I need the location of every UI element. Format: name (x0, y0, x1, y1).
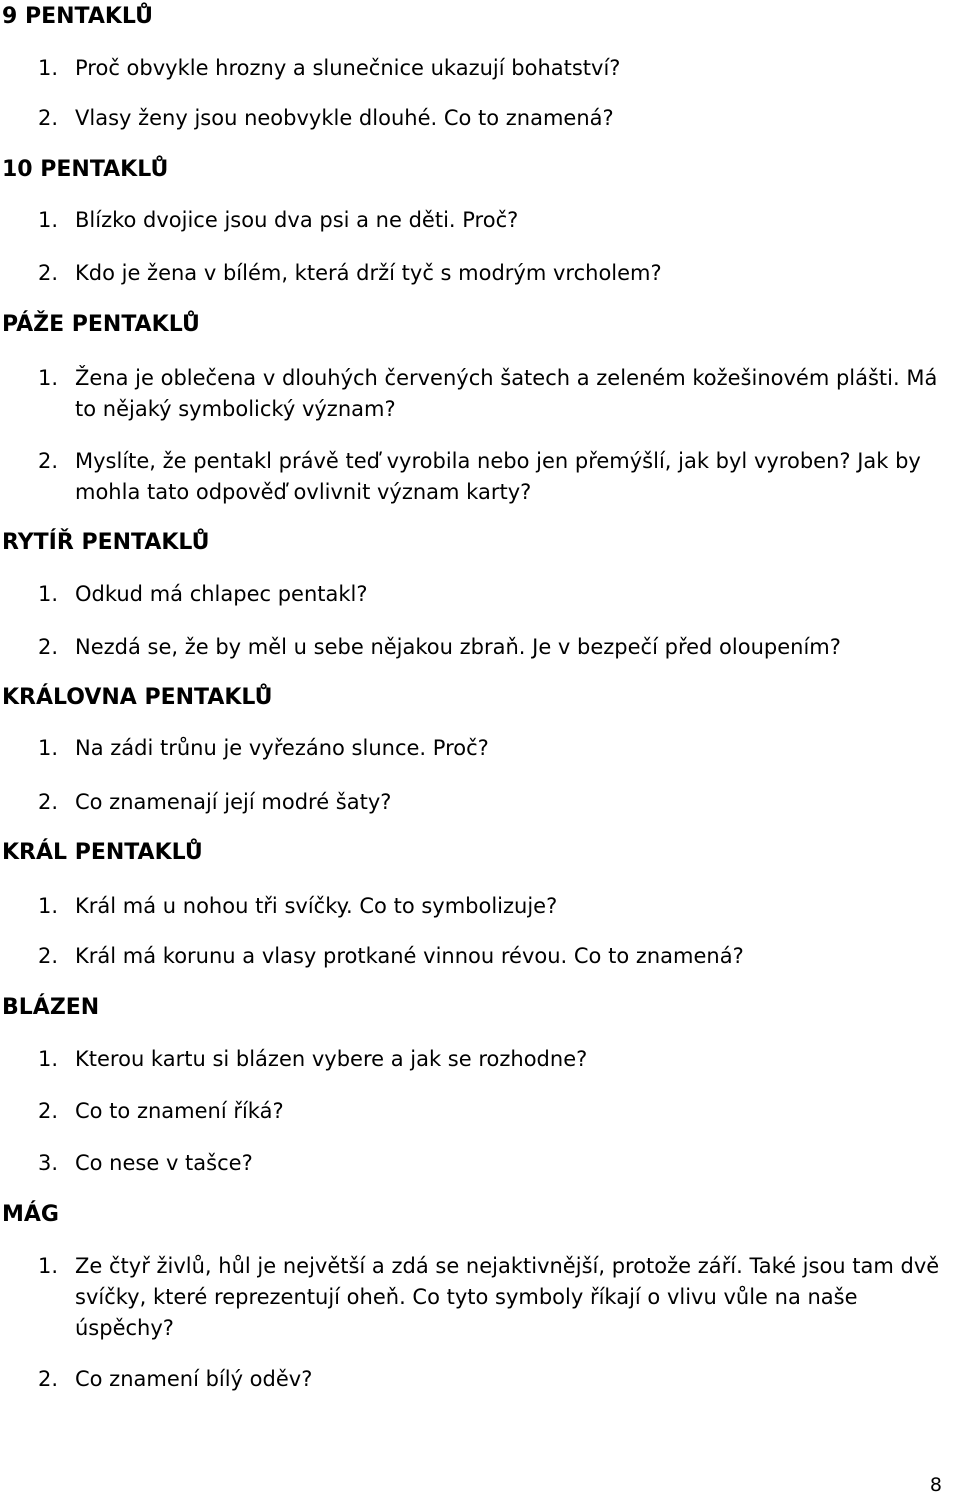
question-text: Král má u nohou tři svíčky. Co to symbolizuje? (75, 894, 558, 918)
question-number: 2. (38, 790, 59, 814)
question-item (38, 258, 953, 289)
question-text: Kterou kartu si blázen vybere a jak se rozhodne? (75, 1047, 588, 1071)
question-item (38, 103, 953, 134)
question-item (38, 446, 953, 508)
question-item (38, 579, 953, 610)
question-text: Proč obvykle hrozny a slunečnice ukazují bohatství? (75, 56, 621, 80)
question-text: Co nese v tašce? (75, 1151, 253, 1175)
question-number: 1. (38, 894, 59, 918)
question-item (38, 1096, 953, 1127)
question-number: 1. (38, 366, 59, 390)
question-number: 1. (38, 736, 59, 760)
question-number: 2. (38, 449, 59, 473)
section-heading-fool: BLÁZEN (2, 995, 100, 1020)
question-number: 1. (38, 1047, 59, 1071)
question-number: 2. (38, 1099, 59, 1123)
section-heading-9-pentacles: 9 PENTAKLŮ (2, 4, 154, 29)
question-item (38, 632, 953, 663)
question-text: Blízko dvojice jsou dva psi a ne děti. Proč? (75, 208, 519, 232)
question-number: 2. (38, 1367, 59, 1391)
question-number: 1. (38, 1254, 59, 1278)
question-text: Kdo je žena v bílém, která drží tyč s modrým vrcholem? (75, 261, 662, 285)
section-heading-magician: MÁG (2, 1202, 59, 1227)
section-heading-queen-of-pentacles: KRÁLOVNA PENTAKLŮ (2, 685, 273, 710)
question-item (38, 1364, 953, 1395)
question-text: Co znamení bílý oděv? (75, 1367, 313, 1391)
question-number: 2. (38, 106, 59, 130)
question-text: Ze čtyř živlů, hůl je největší a zdá se nejaktivnější, protože září. Také jsou tam dvě svíčky, které reprezentují oheň. Co tyto symboly říkají o vlivu vůle na naše úspěchy? (75, 1254, 940, 1340)
question-item (38, 787, 953, 818)
question-text: Nezdá se, že by měl u sebe nějakou zbraň. Je v bezpečí před oloupením? (75, 635, 841, 659)
question-text: Vlasy ženy jsou neobvykle dlouhé. Co to znamená? (75, 106, 614, 130)
question-item (38, 53, 953, 84)
question-number: 2. (38, 261, 59, 285)
question-number: 2. (38, 944, 59, 968)
question-text: Na zádi trůnu je vyřezáno slunce. Proč? (75, 736, 489, 760)
section-heading-page-of-pentacles: PÁŽE PENTAKLŮ (2, 312, 200, 337)
question-text: Král má korunu a vlasy protkané vinnou révou. Co to znamená? (75, 944, 744, 968)
question-number: 3. (38, 1151, 59, 1175)
page-number: 8 (929, 1474, 942, 1496)
question-number: 1. (38, 582, 59, 606)
question-item (38, 941, 953, 972)
question-text: Odkud má chlapec pentakl? (75, 582, 368, 606)
question-text: Myslíte, že pentakl právě teď vyrobila nebo jen přemýšlí, jak byl vyroben? Jak by mohla tato odpověď ovlivnit význam karty? (75, 449, 921, 504)
question-number: 1. (38, 56, 59, 80)
question-item (38, 1251, 953, 1344)
question-item (38, 733, 953, 764)
question-number: 1. (38, 208, 59, 232)
question-item (38, 363, 953, 425)
question-item (38, 891, 953, 922)
question-number: 2. (38, 635, 59, 659)
question-text: Žena je oblečena v dlouhých červených šatech a zeleném kožešinovém plášti. Má to nějaký symbolický význam? (75, 366, 938, 421)
question-item (38, 1044, 953, 1075)
question-item (38, 205, 953, 236)
question-text: Co to znamení říká? (75, 1099, 284, 1123)
section-heading-10-pentacles: 10 PENTAKLŮ (2, 157, 169, 182)
section-heading-knight-of-pentacles: RYTÍŘ PENTAKLŮ (2, 530, 210, 555)
question-item (38, 1148, 953, 1179)
question-text: Co znamenají její modré šaty? (75, 790, 392, 814)
section-heading-king-of-pentacles: KRÁL PENTAKLŮ (2, 840, 203, 865)
